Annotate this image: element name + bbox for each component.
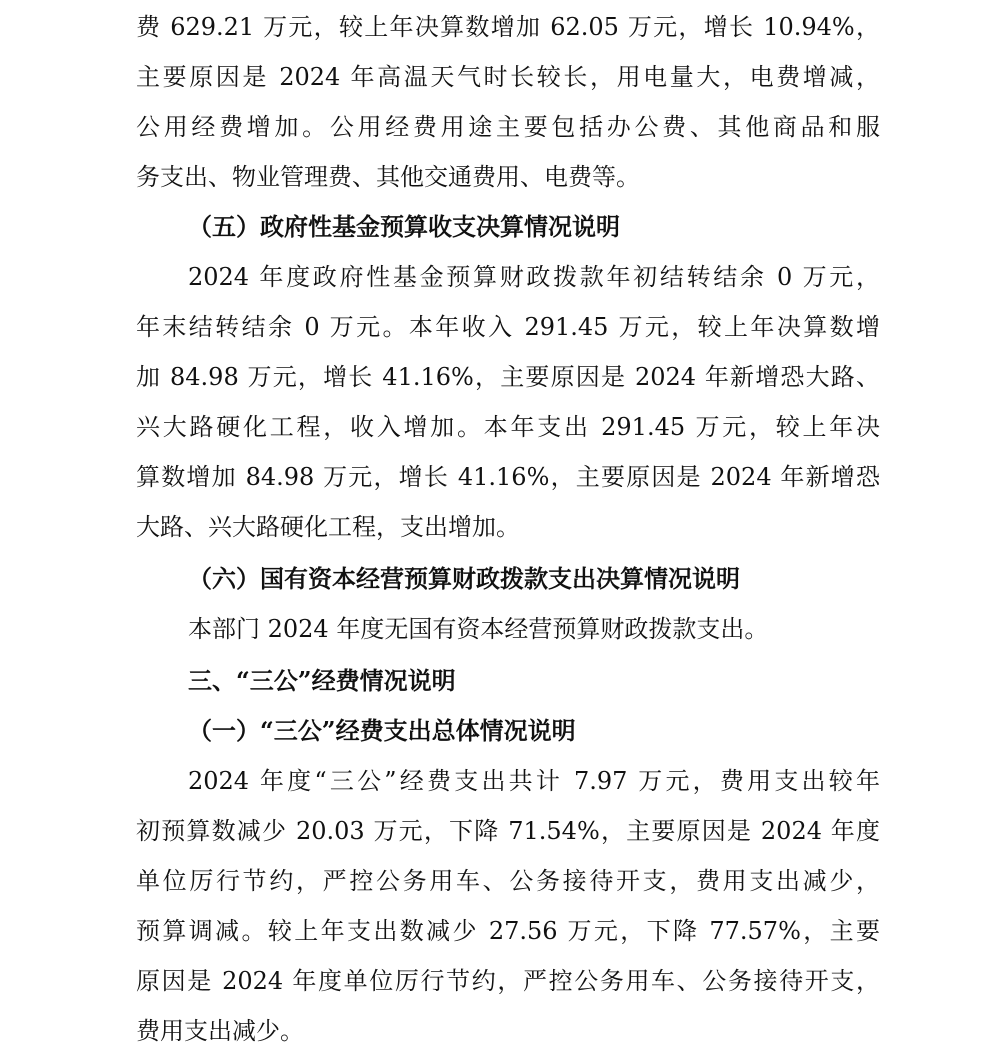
body-text-line: 务支出、物业管理费、其他交通费用、电费等。 — [136, 163, 640, 191]
body-text-line: 初预算数减少 20.03 万元，下降 71.54%，主要原因是 2024 年度 — [136, 817, 880, 845]
body-text-line: 本部门 2024 年度无国有资本经营预算财政拨款支出。 — [188, 615, 769, 643]
body-text-line: 单位厉行节约，严控公务用车、公务接待开支，费用支出减少， — [136, 867, 880, 895]
body-text-line: 算数增加 84.98 万元，增长 41.16%，主要原因是 2024 年新增恐 — [136, 463, 880, 491]
body-text-line: 年末结转结余 0 万元。本年收入 291.45 万元，较上年决算数增 — [136, 313, 880, 341]
body-text-line: 2024 年度政府性基金预算财政拨款年初结转结余 0 万元， — [188, 263, 880, 291]
section-heading-five: （五）政府性基金预算收支决算情况说明 — [188, 212, 620, 241]
body-text-line: 费 629.21 万元，较上年决算数增加 62.05 万元，增长 10.94%， — [136, 13, 880, 41]
body-text-line: 大路、兴大路硬化工程，支出增加。 — [136, 513, 520, 541]
body-text-line: 预算调减。较上年支出数减少 27.56 万元，下降 77.57%，主要 — [136, 917, 880, 945]
section-heading-six: （六）国有资本经营预算财政拨款支出决算情况说明 — [188, 564, 740, 593]
body-text-line: 费用支出减少。 — [136, 1017, 304, 1045]
body-text-line: 2024 年度“三公”经费支出共计 7.97 万元，费用支出较年 — [188, 767, 880, 795]
body-text-line: 公用经费增加。公用经费用途主要包括办公费、其他商品和服 — [136, 113, 880, 141]
section-heading-one: （一）“三公”经费支出总体情况说明 — [188, 716, 576, 745]
body-text-line: 原因是 2024 年度单位厉行节约，严控公务用车、公务接待开支， — [136, 967, 880, 995]
body-text-line: 主要原因是 2024 年高温天气时长较长，用电量大，电费增减， — [136, 63, 880, 91]
chapter-heading-three: 三、“三公”经费情况说明 — [188, 666, 456, 695]
body-text-line: 兴大路硬化工程，收入增加。本年支出 291.45 万元，较上年决 — [136, 413, 880, 441]
body-text-line: 加 84.98 万元，增长 41.16%，主要原因是 2024 年新增恐大路、 — [136, 363, 880, 391]
